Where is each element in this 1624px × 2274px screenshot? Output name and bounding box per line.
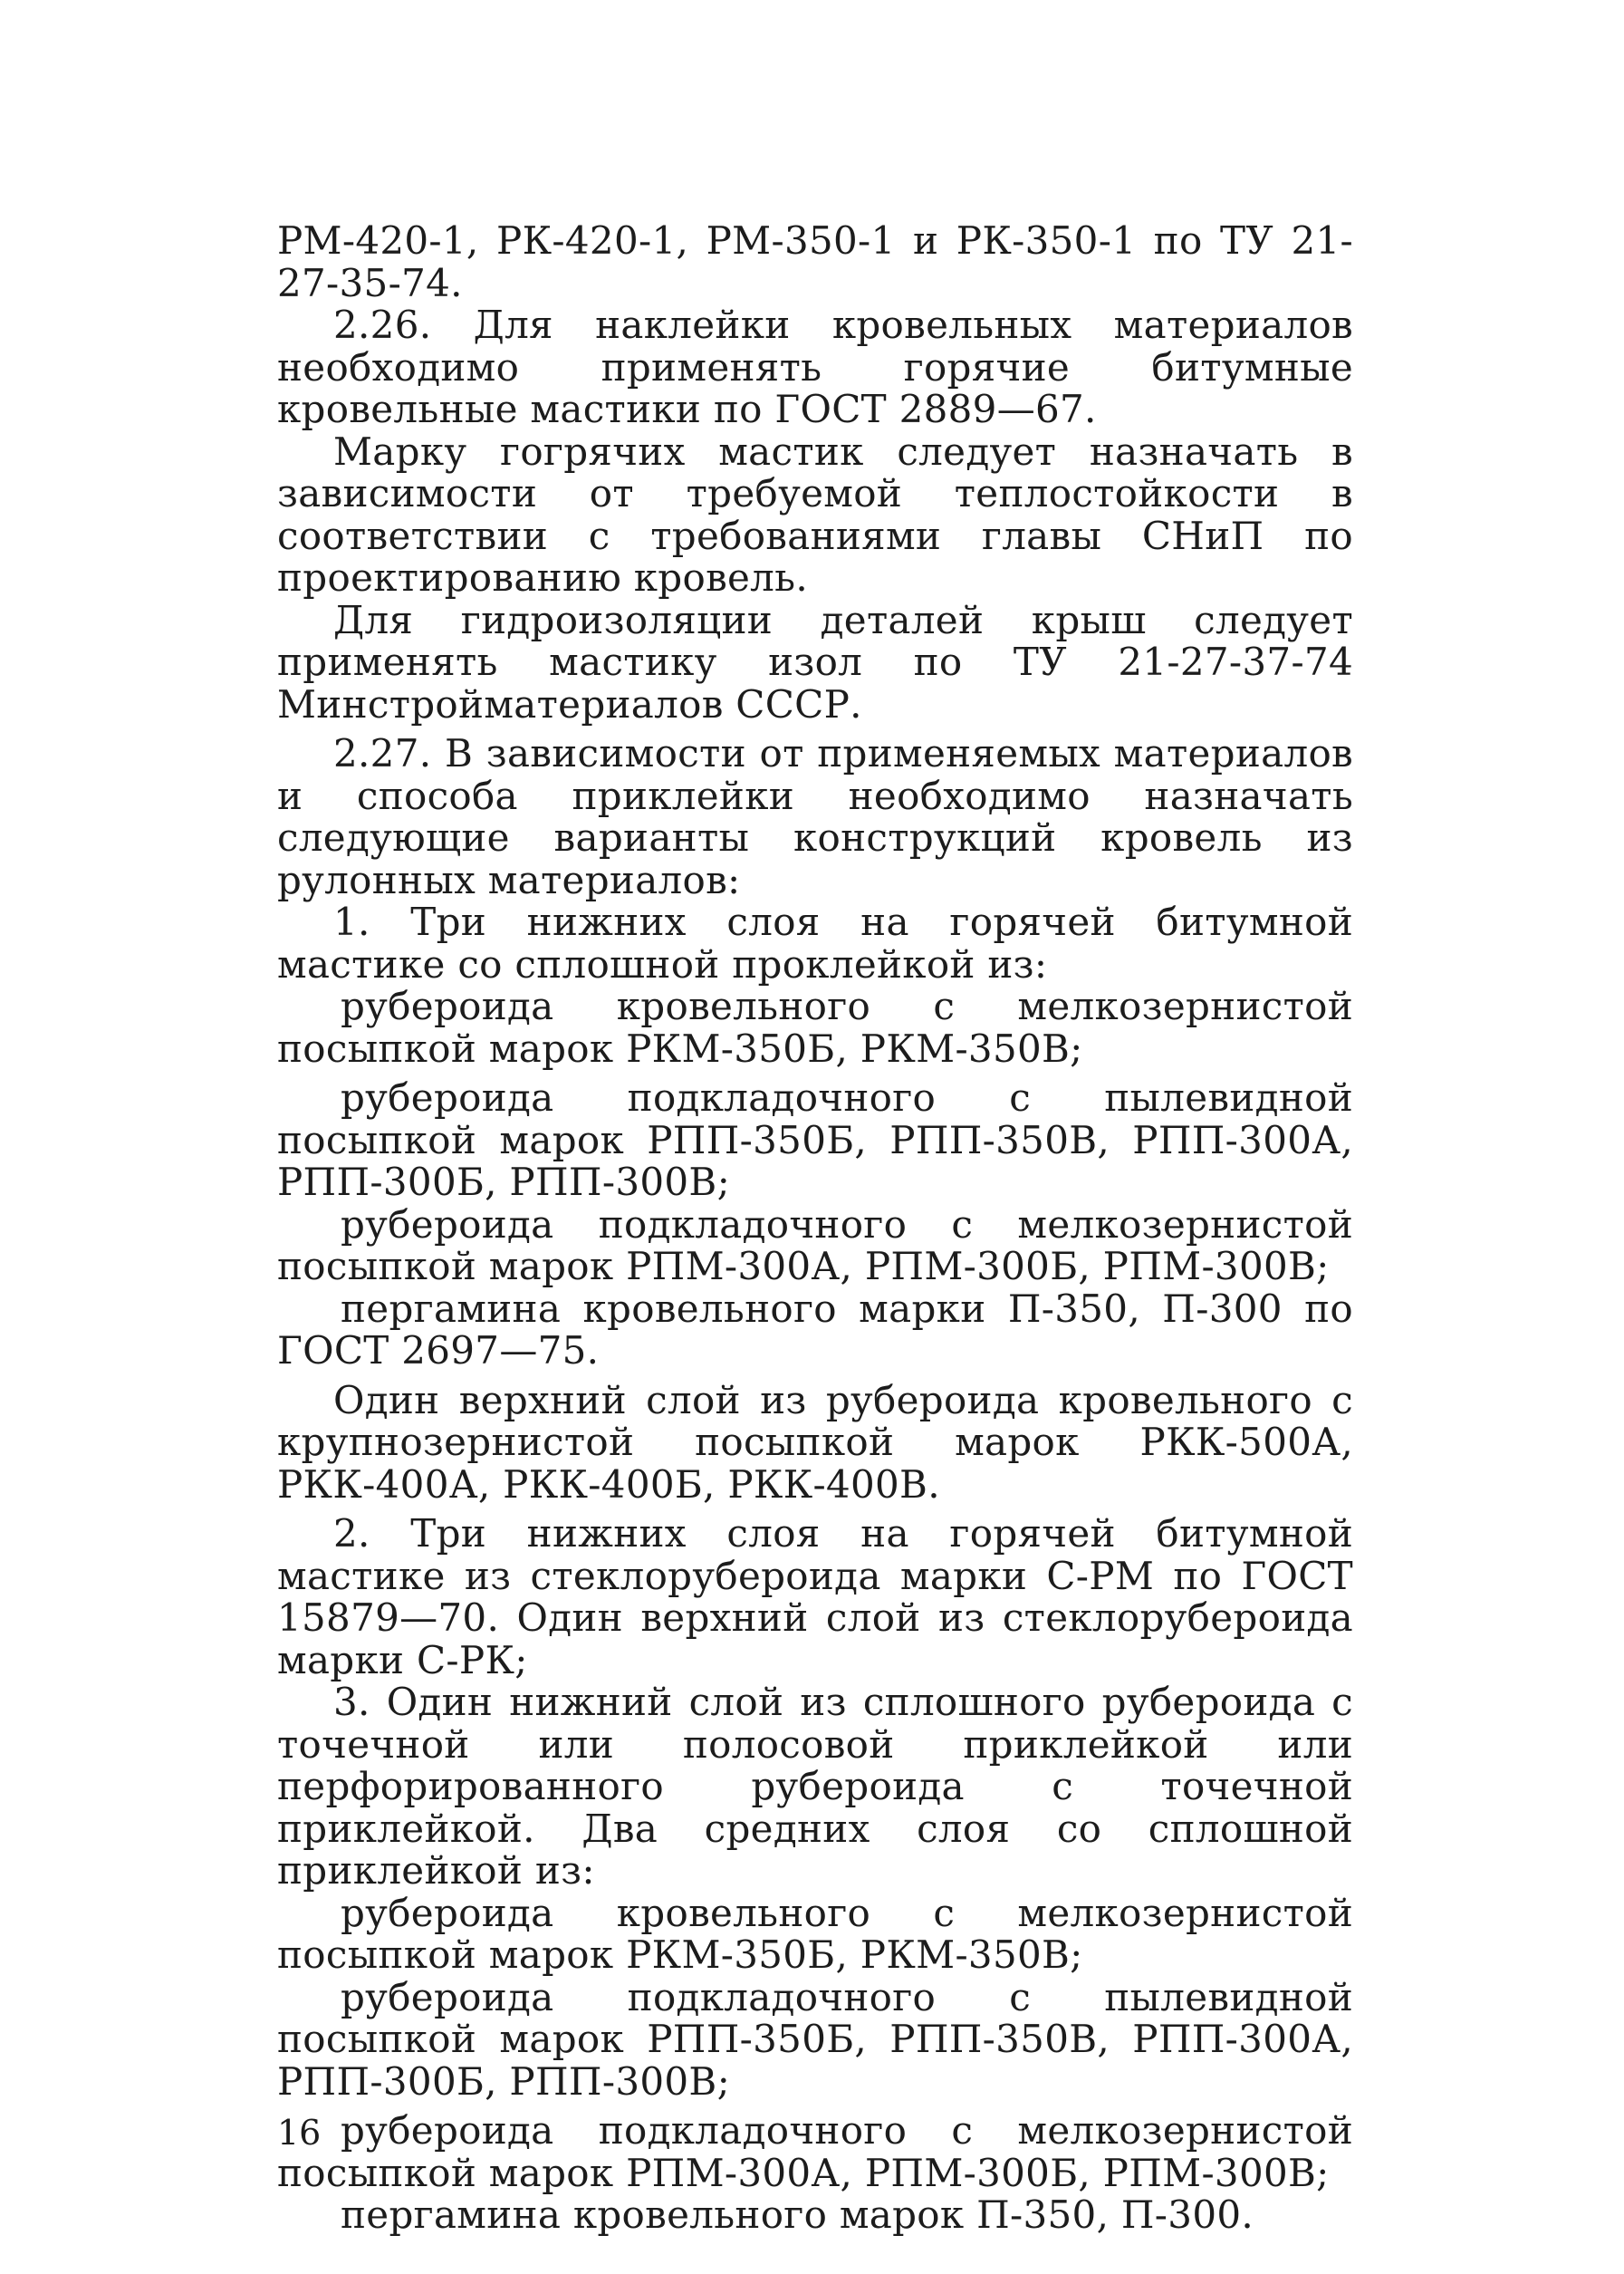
paragraph-mastic-grade: Марку гогрячих мастик следует назначать в зависимости от требуемой теплостойкости в соответствии с требованиями главы СНиП по проектированию кровель. xyxy=(277,429,1353,600)
sub-item-pergamin-2: пергамина кровельного марок П-350, П-300. xyxy=(341,2192,1254,2237)
sub-item-pergamin: пергамина кровельного марки П-350, П-300 по ГОСТ 2697—75. xyxy=(277,1286,1353,1373)
paragraph-top-layer: Один верхний слой из рубероида кровельного с крупнозернистой посыпкой марок РКК-500А, РКК-400А, РКК-400Б, РКК-400В. xyxy=(277,1377,1353,1507)
list-item-variant-1: 1. Три нижних слоя на горячей битумной мастике со сплошной проклейкой из: xyxy=(277,900,1353,987)
list-item-variant-2: 2. Три нижних слоя на горячей битумной мастике из стеклорубероида марки С-РМ по ГОСТ 15879—70. Один верхний слой из стеклорубероида марки С-РК; xyxy=(277,1511,1353,1682)
sub-item-roofing-fine-2: рубероида кровельного с мелкозернистой посыпкой марок РКМ-350Б, РКМ-350В; xyxy=(277,1890,1353,1977)
sub-item-underlay-dust: рубероида подкладочного с пылевидной посыпкой марок РПП-350Б, РПП-350В, РПП-300А, РПП-300Б, РПП-300В; xyxy=(277,1075,1353,1204)
page-body-text xyxy=(277,220,1353,2237)
sub-item-underlay-fine-2: рубероида подкладочного с мелкозернистой посыпкой марок РПМ-300А, РПМ-300Б, РПМ-300В; xyxy=(277,2108,1353,2195)
paragraph-2-26: 2.26. Для наклейки кровельных материалов необходимо применять горячие битумные кровельные мастики по ГОСТ 2889—67. xyxy=(277,303,1353,431)
paragraph-roof-waterproofing: Для гидроизоляции деталей крыш следует применять мастику изол по ТУ 21-27-37-74 Минстройматериалов СССР. xyxy=(277,597,1353,727)
sub-item-underlay-dust-2: рубероида подкладочного с пылевидной посыпкой марок РПП-350Б, РПП-350В, РПП-300А, РПП-300Б, РПП-300В; xyxy=(277,1974,1353,2104)
paragraph-continuation: РМ-420-1, РК-420-1, РМ-350-1 и РК-350-1 по ТУ 21-27-35-74. xyxy=(277,218,1353,305)
list-item-variant-3: 3. Один нижний слой из сплошного рубероида с точечной или полосовой приклейкой или перфорированного рубероида с точечной приклейкой. Два средних слоя со сплошной приклейкой из: xyxy=(277,1680,1353,1893)
sub-item-underlay-fine: рубероида подкладочного с мелкозернистой посыпкой марок РПМ-300А, РПМ-300Б, РПМ-300В; xyxy=(277,1201,1353,1288)
sub-item-roofing-fine: рубероида кровельного с мелкозернистой посыпкой марок РКМ-350Б, РКМ-350В; xyxy=(277,984,1353,1071)
paragraph-2-27: 2.27. В зависимости от применяемых материалов и способа приклейки необходимо назначать следующие варианты конструкций кровель из рулонных материалов: xyxy=(277,731,1353,902)
page-number: 16 xyxy=(277,2113,322,2153)
